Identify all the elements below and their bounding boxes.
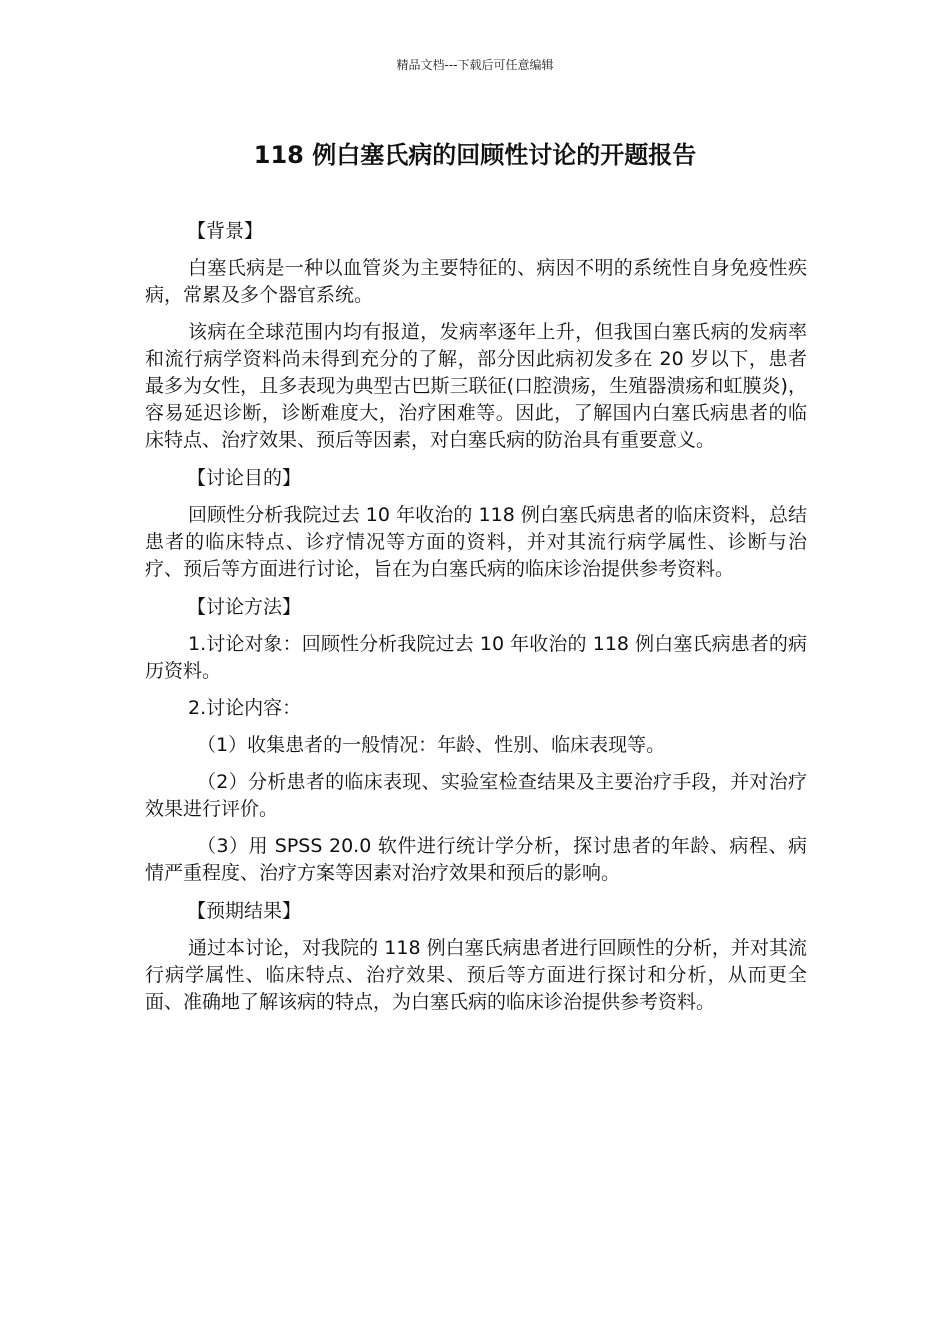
section-heading-methods: 【讨论方法】	[187, 596, 302, 618]
background-paragraph-2: 该病在全球范围内均有报道，发病率逐年上升，但我国白塞氏病的发病率和流行病学资料尚未得到充分的了解，部分因此病初发多在 20 岁以下，患者最多为女性，且多表现为典型古巴斯三联征(口腔溃疡，生殖器溃疡和虹膜炎)，容易延迟诊断，诊断难度大，治疗困难等。因此，了解国内白塞氏病患者的临床特点、治疗效果、预后等因素，对白塞氏病的防治具有重要意义。	[145, 321, 807, 451]
document-body	[145, 217, 807, 1026]
header-note: 精品文档---下载后可任意编辑	[396, 58, 554, 72]
background-paragraph-1: 白塞氏病是一种以血管炎为主要特征的、病因不明的系统性自身免疫性疾病，常累及多个器官系统。	[145, 257, 807, 306]
document-title: 118 例白塞氏病的回顾性讨论的开题报告	[253, 141, 697, 169]
methods-item-3: （3）用 SPSS 20.0 软件进行统计学分析，探讨患者的年龄、病程、病情严重程度、治疗方案等因素对治疗效果和预后的影响。	[145, 835, 807, 884]
methods-content-paragraph: 2.讨论内容：	[188, 697, 302, 719]
section-heading-background: 【背景】	[187, 220, 264, 242]
methods-item-1: （1）收集患者的一般情况：年龄、性别、临床表现等。	[197, 734, 666, 756]
purpose-paragraph: 回顾性分析我院过去 10 年收治的 118 例白塞氏病患者的临床资料，总结患者的临床特点、诊疗情况等方面的资料，并对其流行病学属性、诊断与治疗、预后等方面进行讨论，旨在为白塞氏病的临床诊治提供参考资料。	[145, 504, 807, 580]
section-heading-purpose: 【讨论目的】	[187, 467, 302, 489]
section-heading-expected-results: 【预期结果】	[187, 900, 302, 922]
expected-results-paragraph: 通过本讨论，对我院的 118 例白塞氏病患者进行回顾性的分析，并对其流行病学属性、临床特点、治疗效果、预后等方面进行探讨和分析，从而更全面、准确地了解该病的特点，为白塞氏病的临床诊治提供参考资料。	[145, 937, 807, 1013]
methods-subject-paragraph: 1.讨论对象：回顾性分析我院过去 10 年收治的 118 例白塞氏病患者的病历资料。	[145, 633, 807, 682]
methods-item-2: （2）分析患者的临床表现、实验室检查结果及主要治疗手段，并对治疗效果进行评价。	[145, 771, 807, 820]
